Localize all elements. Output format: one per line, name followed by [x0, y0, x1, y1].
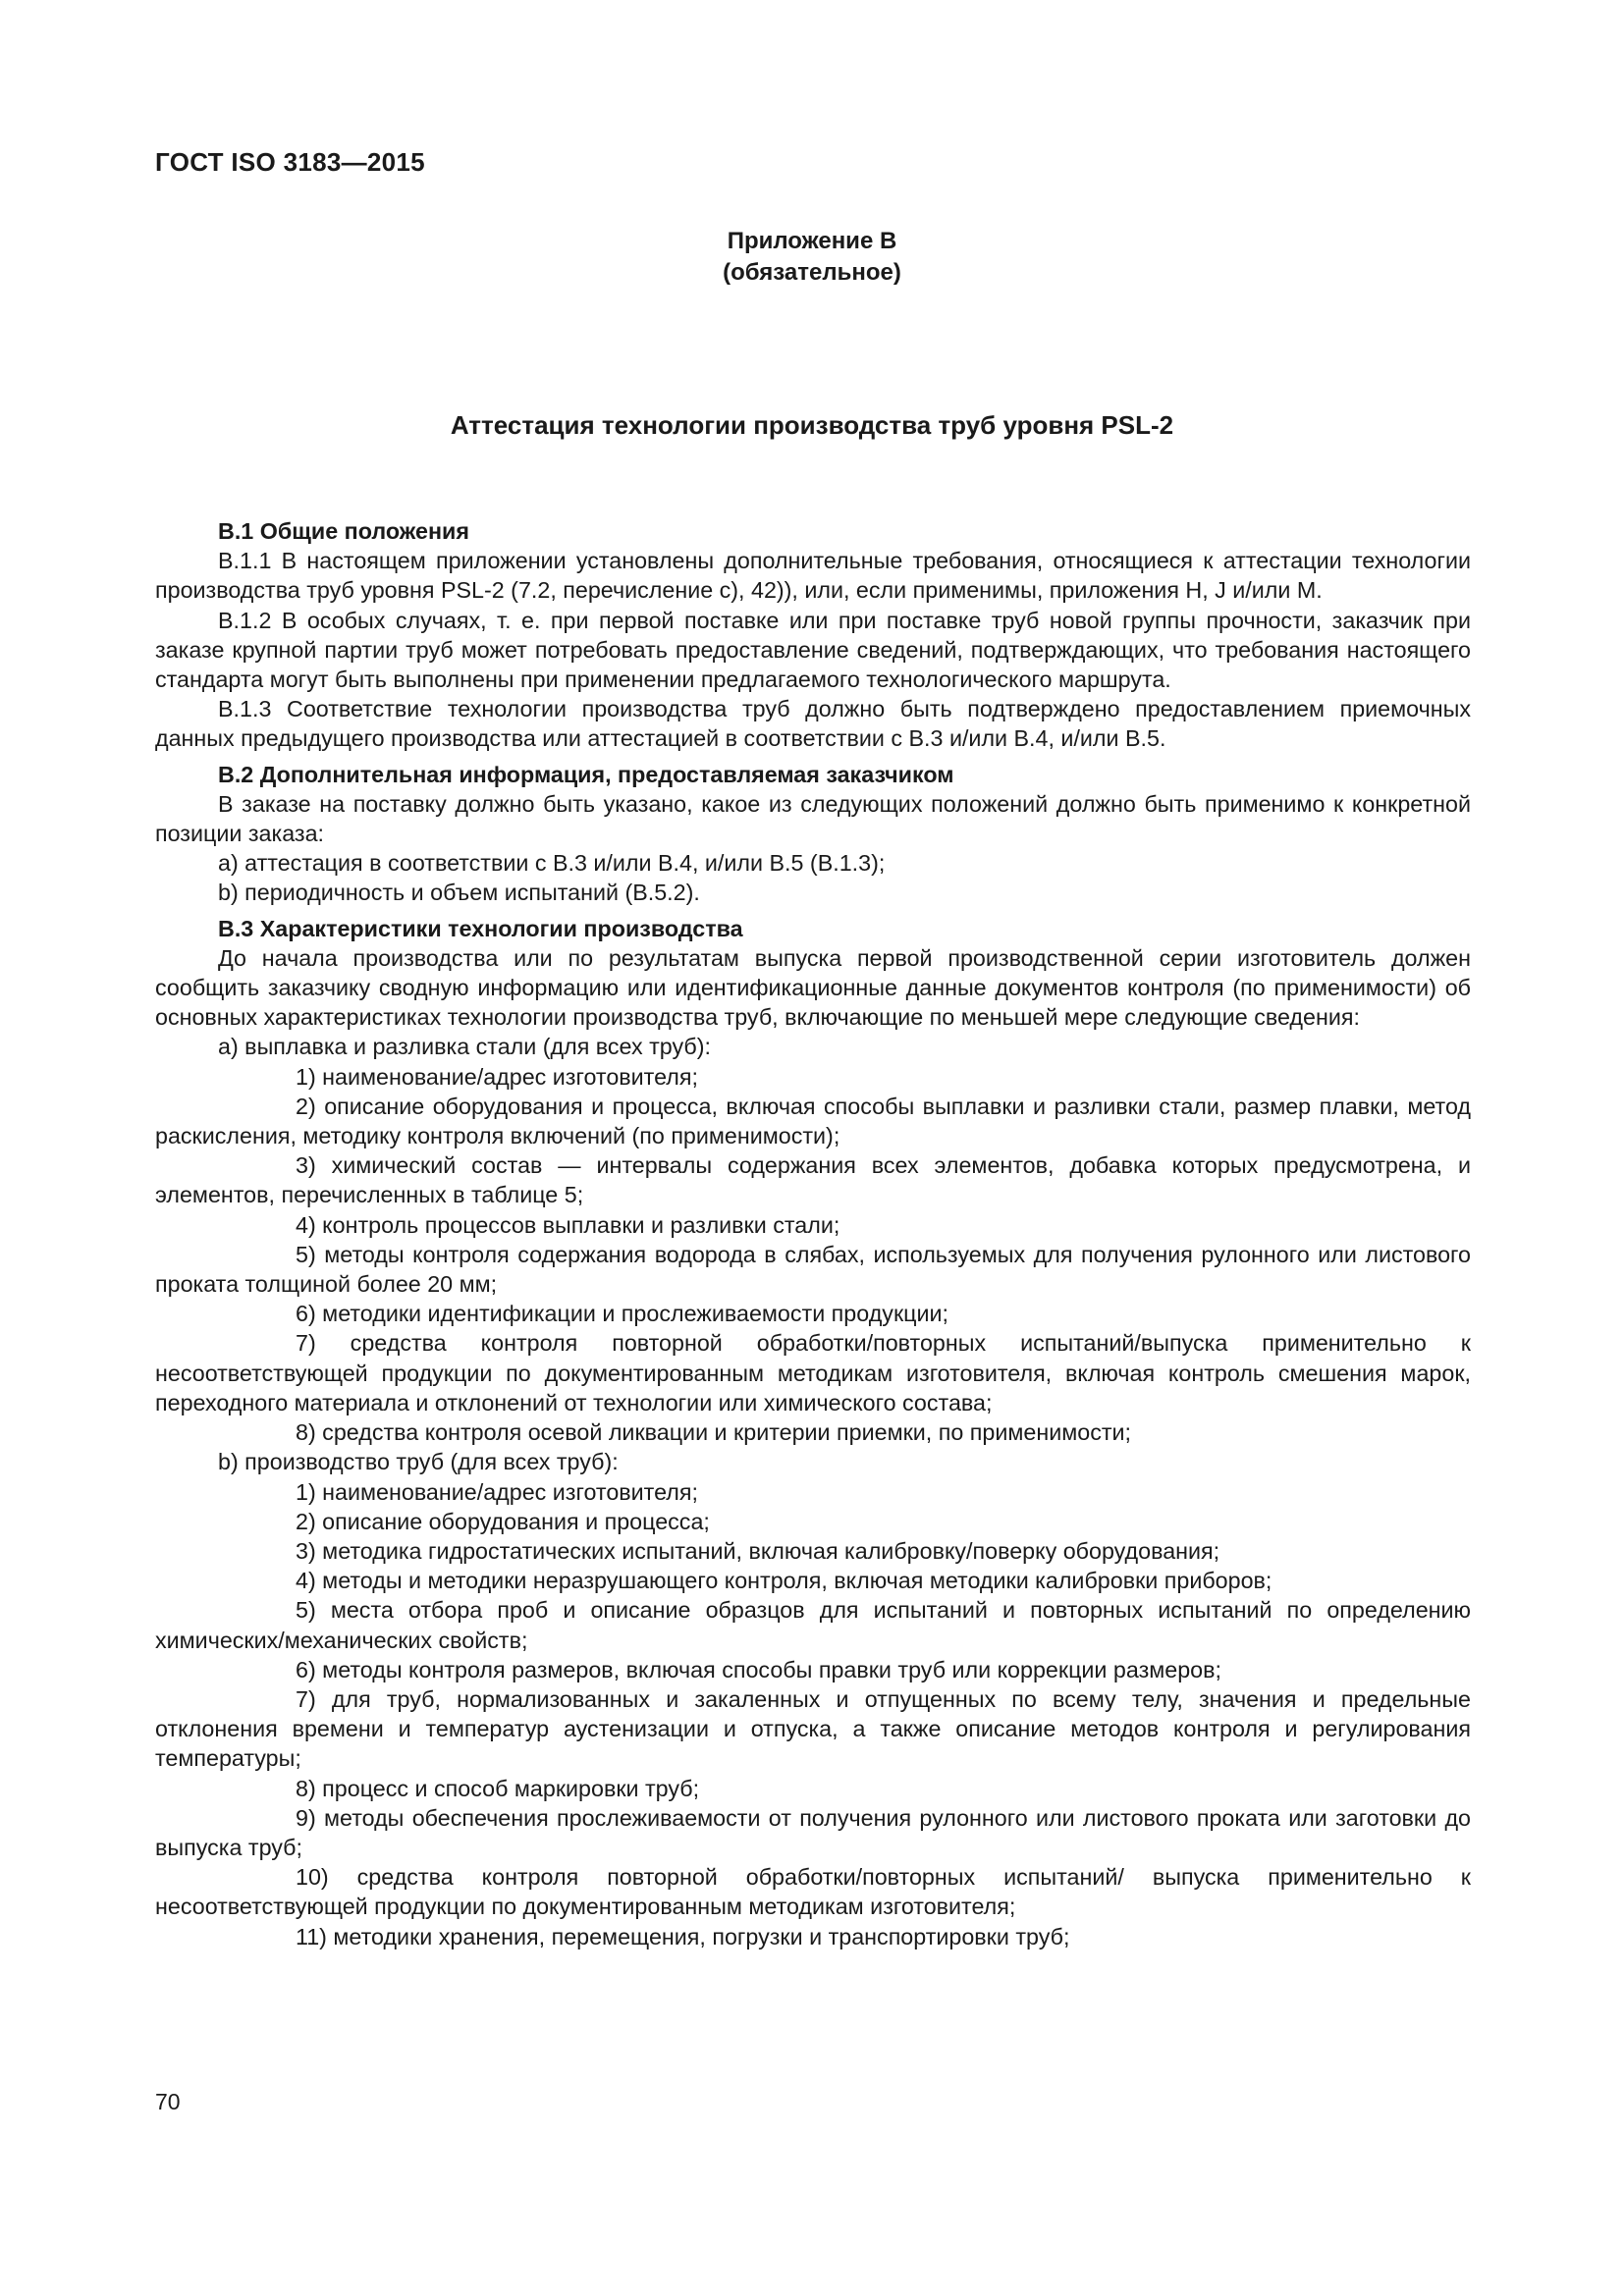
- paragraph-b1-1: В.1.1 В настоящем приложении установлены дополнительные требования, относящиеся к аттестации технологии производства труб уровня PSL-2 (7.2, перечисление с), 42)), или, если применимы, приложения Н, J и/или М.: [155, 548, 1471, 604]
- paragraph-b3-intro: До начала производства или по результатам выпуска первой производственной серии изготовитель должен сообщить заказчику сводную информацию или идентификационные данные документов контроля (по применимости) об основных характеристиках технологии производства труб, включающие по меньшей мере следующие сведения:: [155, 944, 1471, 1031]
- list-subitem-a-8: 8) средства контроля осевой ликвации и критерии приемки, по применимости;: [296, 1419, 1131, 1446]
- section-heading-b3: В.3 Характеристики технологии производства: [218, 915, 743, 941]
- list-subitem-b-7: 7) для труб, нормализованных и закаленных и отпущенных по всему телу, значения и предельные отклонения времени и температур аустенизации и отпуска, а также описание методов контроля и регулирования температуры;: [155, 1685, 1471, 1772]
- list-subitem-b-6: 6) методы контроля размеров, включая способы правки труб или коррекции размеров;: [296, 1656, 1221, 1682]
- appendix-title: Приложение В: [727, 228, 897, 254]
- list-subitem-b-3: 3) методика гидростатических испытаний, включая калибровку/поверку оборудования;: [296, 1537, 1220, 1564]
- section-heading-b1: В.1 Общие положения: [218, 518, 469, 544]
- appendix-status: (обязательное): [723, 259, 901, 286]
- list-subitem-a-1: 1) наименование/адрес изготовителя;: [296, 1063, 698, 1090]
- list-subitem-a-5: 5) методы контроля содержания водорода в слябах, используемых для получения рулонного или листового проката толщиной более 20 мм;: [155, 1241, 1471, 1298]
- list-subitem-b-4: 4) методы и методики неразрушающего контроля, включая методики калибровки приборов;: [296, 1568, 1272, 1594]
- document-code: ГОСТ ISO 3183—2015: [155, 147, 425, 177]
- list-subitem-b-10: 10) средства контроля повторной обработки/повторных испытаний/ выпуска применительно к несоответствующей продукции по документированным методикам изготовителя;: [155, 1864, 1471, 1920]
- list-item-b2-b: b) периодичность и объем испытаний (В.5.2).: [218, 880, 700, 906]
- list-subitem-a-7: 7) средства контроля повторной обработки/повторных испытаний/выпуска применительно к несоответствующей продукции по документированным методикам изготовителя, включая контроль смешения марок, переходного материала и отклонений от технологии или химического состава;: [155, 1330, 1471, 1415]
- list-subitem-a-6: 6) методики идентификации и прослеживаемости продукции;: [296, 1301, 948, 1327]
- page-title: Аттестация технологии производства труб уровня PSL-2: [450, 410, 1174, 440]
- paragraph-b2-intro: В заказе на поставку должно быть указано, какое из следующих положений должно быть применимо к конкретной позиции заказа:: [155, 790, 1471, 847]
- page-number: 70: [155, 2089, 181, 2114]
- list-item-b3-a: a) выплавка и разливка стали (для всех труб):: [218, 1034, 711, 1060]
- list-subitem-b-5: 5) места отбора проб и описание образцов для испытаний и повторных испытаний по определению химических/механических свойств;: [155, 1597, 1471, 1653]
- list-subitem-b-2: 2) описание оборудования и процесса;: [296, 1508, 710, 1534]
- list-subitem-a-4: 4) контроль процессов выплавки и разливки стали;: [296, 1211, 840, 1238]
- paragraph-b1-3: В.1.3 Соответствие технологии производства труб должно быть подтверждено предоставлением приемочных данных предыдущего производства или аттестацией в соответствии с В.3 и/или В.4, и/или В.5.: [155, 696, 1471, 752]
- paragraph-b1-2: В.1.2 В особых случаях, т. е. при первой поставке или при поставке труб новой группы прочности, заказчик при заказе крупной партии труб может потребовать предоставление сведений, подтверждающих, что требования настоящего стандарта могут быть выполнены при применении предлагаемого технологического маршрута.: [155, 607, 1471, 693]
- list-subitem-b-11: 11) методики хранения, перемещения, погрузки и транспортировки труб;: [296, 1923, 1070, 1949]
- document-body: [155, 516, 1471, 1951]
- list-subitem-b-8: 8) процесс и способ маркировки труб;: [296, 1775, 700, 1801]
- list-subitem-b-1: 1) наименование/адрес изготовителя;: [296, 1478, 698, 1505]
- section-heading-b2: В.2 Дополнительная информация, предоставляемая заказчиком: [218, 761, 954, 787]
- list-item-b3-b: b) производство труб (для всех труб):: [218, 1449, 619, 1475]
- list-item-b2-a: a) аттестация в соответствии с В.3 и/или В.4, и/или В.5 (В.1.3);: [218, 850, 886, 877]
- list-subitem-a-2: 2) описание оборудования и процесса, включая способы выплавки и разливки стали, размер плавки, метод раскисления, методику контроля включений (по применимости);: [155, 1093, 1471, 1149]
- list-subitem-a-3: 3) химический состав — интервалы содержания всех элементов, добавка которых предусмотрена, и элементов, перечисленных в таблице 5;: [155, 1152, 1471, 1208]
- list-subitem-b-9: 9) методы обеспечения прослеживаемости от получения рулонного или листового проката или заготовки до выпуска труб;: [155, 1804, 1471, 1860]
- appendix-heading: [0, 226, 1624, 289]
